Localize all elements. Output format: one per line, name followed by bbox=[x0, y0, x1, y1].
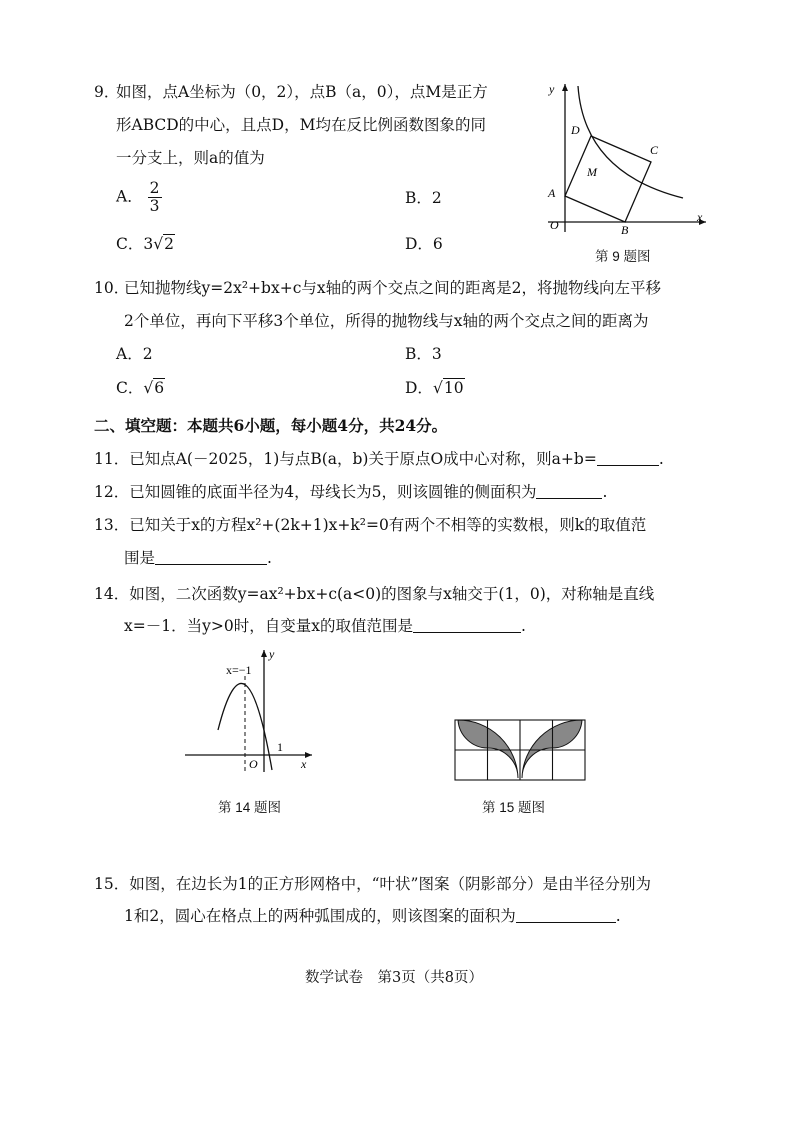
q9-option-a bbox=[116, 180, 162, 215]
q15-text-2: 1和2，圆心在格点上的两种弧围成的，则该图案的面积为 bbox=[124, 907, 516, 925]
q10-option-c-radicand: 6 bbox=[154, 379, 165, 397]
q14-line2 bbox=[124, 614, 526, 636]
q15-end: . bbox=[615, 907, 621, 925]
q10-option-c bbox=[116, 376, 165, 398]
q10-line1: 已知抛物线y=2x²+bx+c与x轴的两个交点之间的距离是2，将抛物线向左平移 bbox=[124, 279, 661, 297]
q14-fig-label-x: x bbox=[301, 757, 307, 771]
q13-text-1: 已知关于x的方程x²+(2k+1)x+k²=0有两个不相等的实数根，则k的取值范 bbox=[129, 516, 647, 534]
page-footer: 数学试卷 第3页（共8页） bbox=[305, 970, 483, 986]
q10-option-c-label: C． bbox=[116, 379, 144, 397]
q14-fig-label-o: O bbox=[249, 757, 258, 771]
q9-fig-label-d: D bbox=[571, 123, 580, 137]
q15-answer-blank[interactable] bbox=[516, 907, 616, 924]
q15-text-1: 如图，在边长为1的正方形网格中，“叶状”图案（阴影部分）是由半径分别为 bbox=[129, 875, 651, 893]
q9-fig-label-y: y bbox=[549, 82, 555, 96]
q9-option-c bbox=[116, 232, 175, 254]
q10-option-b: B．3 bbox=[405, 345, 442, 363]
q9-number: 9． bbox=[94, 83, 120, 101]
q9-fig-label-c: C bbox=[650, 143, 659, 157]
q10-option-d-radicand: 10 bbox=[443, 379, 464, 397]
q14-end: . bbox=[520, 617, 526, 635]
q13-number: 13． bbox=[94, 516, 130, 534]
q10-number: 10． bbox=[94, 279, 130, 297]
q11-text: 已知点A(－2025，1)与点B(a，b)关于原点O成中心对称，则a+b= bbox=[129, 450, 597, 468]
q9-option-a-label: A． bbox=[116, 187, 143, 206]
q9-fig-label-x: x bbox=[697, 210, 703, 224]
q12-answer-blank[interactable] bbox=[536, 483, 602, 500]
q9-option-a-denominator: 3 bbox=[149, 197, 160, 216]
q15-line2 bbox=[124, 904, 621, 926]
q11-answer-blank[interactable] bbox=[597, 450, 659, 467]
q12 bbox=[94, 480, 607, 502]
q15-figure bbox=[450, 718, 590, 782]
q10-line2: 2个单位，再向下平移3个单位，所得的抛物线与x轴的两个交点之间的距离为 bbox=[124, 312, 649, 330]
q14-answer-blank[interactable] bbox=[413, 617, 521, 634]
q9-line2: 形ABCD的中心，且点D，M均在反比例函数图象的同 bbox=[116, 116, 486, 134]
q12-text: 已知圆锥的底面半径为4，母线长为5，则该圆锥的侧面积为 bbox=[129, 483, 537, 501]
q14-fig-label-axis: x=−1 bbox=[226, 663, 252, 677]
q12-number: 12． bbox=[94, 483, 130, 501]
q14-line1 bbox=[94, 582, 654, 604]
q9-option-a-fraction bbox=[148, 180, 162, 215]
q9-option-c-label: C． bbox=[116, 235, 144, 253]
q13-end: . bbox=[267, 549, 272, 567]
q13-text-2: 围是 bbox=[124, 549, 156, 567]
q10-option-d-sqrt: √10 bbox=[432, 379, 464, 397]
section-2-heading: 二、填空题：本题共6小题，每小题4分，共24分。 bbox=[94, 416, 448, 435]
q9-option-d: D．6 bbox=[405, 235, 443, 253]
q14-number: 14． bbox=[94, 585, 130, 603]
q9-fig-label-b: B bbox=[621, 223, 629, 234]
q9-line3: 一分支上，则a的值为 bbox=[116, 149, 265, 167]
q14-fig-label-one: 1 bbox=[277, 740, 283, 754]
q13-line1 bbox=[94, 513, 646, 535]
q15-number: 15． bbox=[94, 875, 130, 893]
q11-number: 11． bbox=[94, 450, 130, 468]
q10-option-a: A．2 bbox=[116, 345, 153, 363]
q9-option-c-coef: 3 bbox=[143, 235, 154, 253]
q14-fig-label-y: y bbox=[269, 647, 275, 661]
q9-option-c-sqrt: √2 bbox=[153, 235, 175, 253]
q14-caption: 第 14 题图 bbox=[218, 800, 282, 815]
q14-text-1: 如图，二次函数y=ax²+bx+c(a<0)的图象与x轴交于(1，0)，对称轴是直线 bbox=[129, 585, 655, 603]
q9-line1: 如图，点A坐标为（0，2），点B（a，0），点M是正方 bbox=[116, 83, 488, 101]
q13-line2 bbox=[124, 546, 272, 568]
q10-option-d bbox=[405, 376, 465, 398]
q10-option-c-sqrt: √6 bbox=[143, 379, 165, 397]
q14-figure bbox=[180, 644, 320, 774]
q10-option-d-label: D． bbox=[405, 379, 433, 397]
q14-text-2: x=－1．当y>0时，自变量x的取值范围是 bbox=[124, 617, 413, 635]
q13-answer-blank[interactable] bbox=[155, 549, 267, 566]
q11-end: . bbox=[658, 450, 664, 468]
q15-line1 bbox=[94, 872, 651, 894]
q9-option-a-numerator: 2 bbox=[149, 179, 160, 197]
q9-option-b: B．2 bbox=[405, 189, 442, 207]
q9-fig-label-m: M bbox=[587, 165, 597, 179]
q9-figure bbox=[538, 78, 713, 234]
q12-end: . bbox=[602, 483, 608, 501]
q9-option-c-radicand: 2 bbox=[164, 235, 175, 253]
q9-fig-label-a: A bbox=[548, 186, 556, 200]
q9-caption: 第 9 题图 bbox=[595, 249, 651, 264]
q9-fig-label-o: O bbox=[550, 218, 559, 232]
q15-caption: 第 15 题图 bbox=[482, 800, 546, 815]
q11 bbox=[94, 447, 664, 469]
